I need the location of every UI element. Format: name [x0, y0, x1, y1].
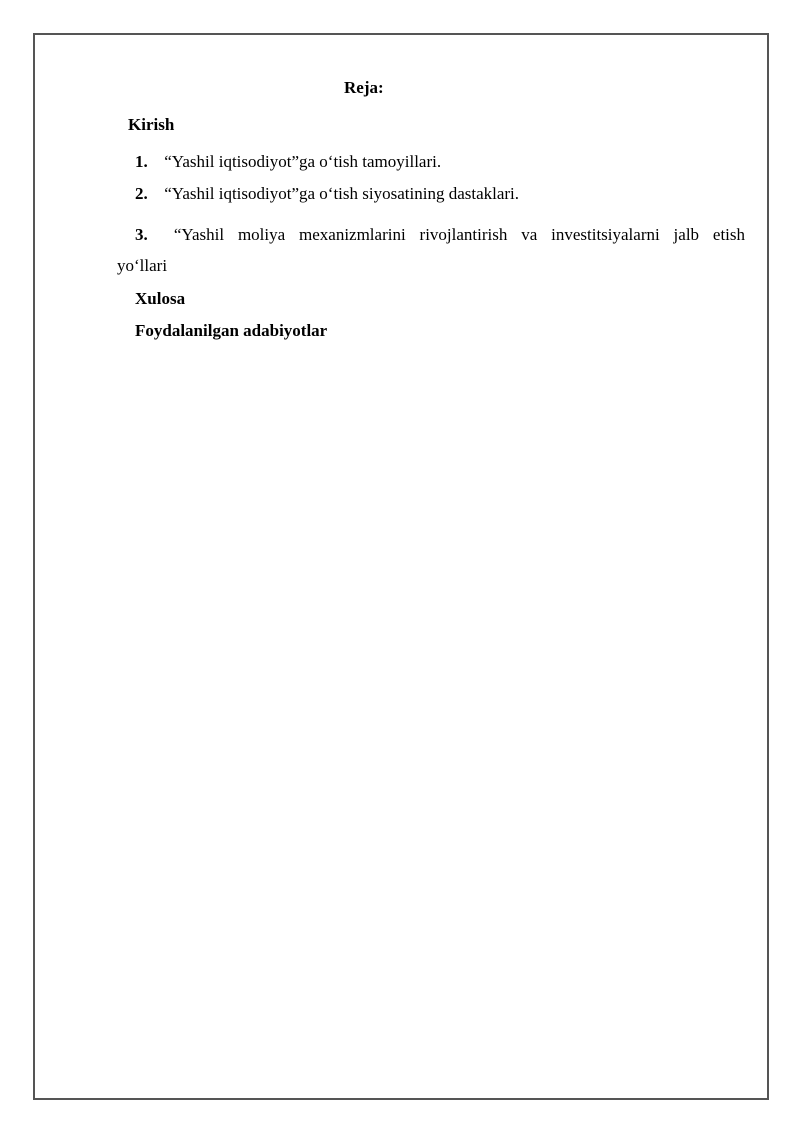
plan-item-3-text: “Yashil moliya mexanizmlarini rivojlantirish va investitsiyalarni jalb etish — [173, 225, 746, 244]
plan-item-2 — [135, 184, 519, 204]
plan-item-1-text: “Yashil iqtisodiyot”ga o‘tish tamoyillari. — [164, 152, 442, 171]
plan-item-2-number: 2. — [135, 184, 148, 203]
plan-item-2-text: “Yashil iqtisodiyot”ga o‘tish siyosatining dastaklari. — [164, 184, 520, 203]
conclusion-heading: Xulosa — [135, 289, 186, 308]
plan-item-3 — [135, 225, 745, 245]
plan-item-3-continuation: yo‘llari — [117, 256, 168, 275]
plan-title: Reja: — [344, 78, 384, 97]
plan-item-1-number: 1. — [135, 152, 148, 171]
references-heading: Foydalanilgan adabiyotlar — [135, 321, 328, 340]
plan-item-3-number: 3. — [135, 225, 148, 244]
intro-heading: Kirish — [128, 115, 175, 134]
plan-item-1 — [135, 152, 441, 172]
